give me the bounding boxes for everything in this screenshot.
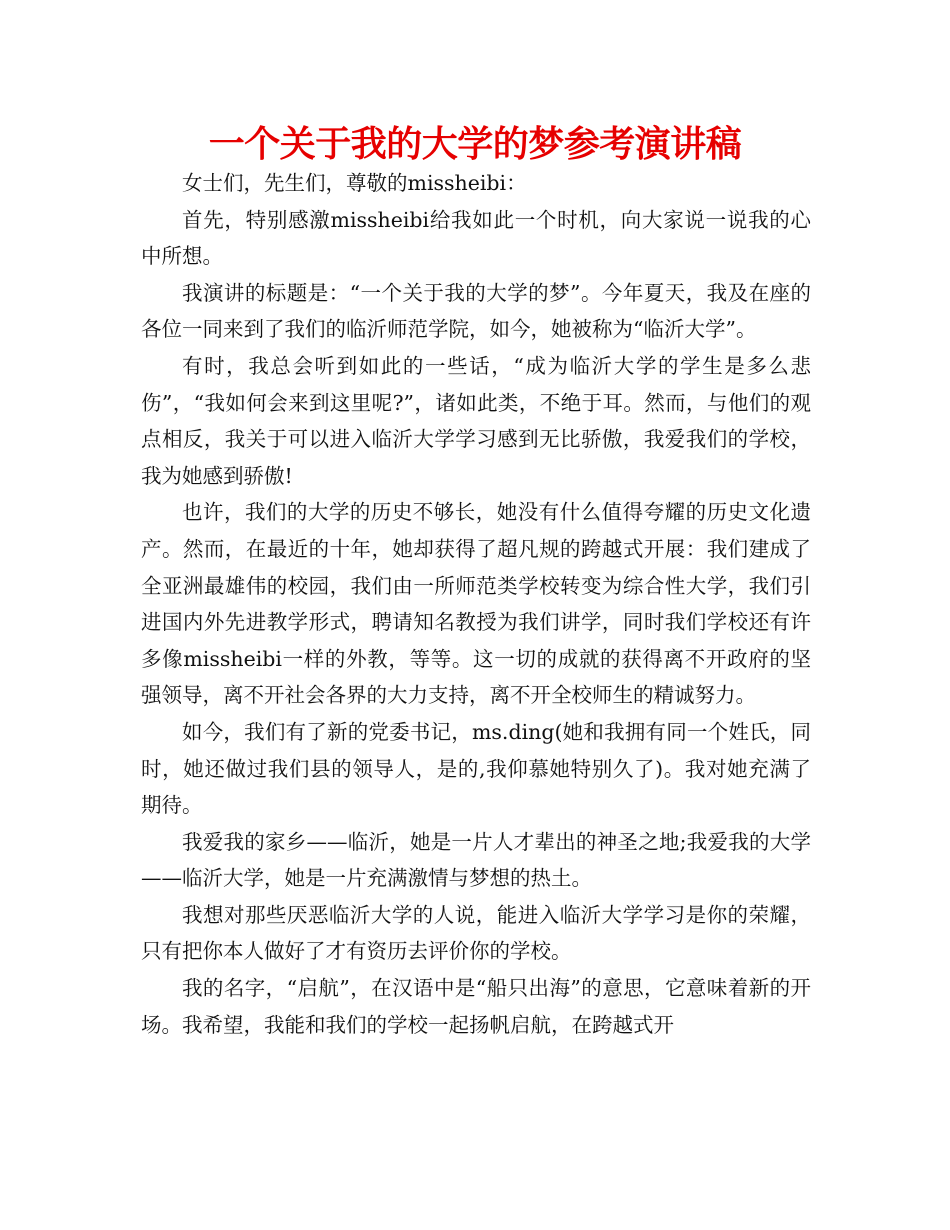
paragraph-4: 也许，我们的大学的历史不够长，她没有什么值得夸耀的历史文化遗产。然而，在最近的十年，她却获得了超凡规的跨越式开展：我们建成了全亚洲最雄伟的校园，我们由一所师范类学校转变为综合性大学，我们引进国内外先进教学形式，聘请知名教授为我们讲学，同时我们学校还有许多像missheibi一样的外教，等等。这一切的成就的获得离不开政府的坚强领导，离不开社会各界的大力支持，离不开全校师生的精诚努力。 <box>141 500 811 708</box>
paragraph-8: 我的名字，“启航”，在汉语中是“船只出海”的意思，它意味着新的开场。我希望，我能和我们的学校一起扬帆启航，在跨越式开 <box>141 976 811 1037</box>
document-body <box>141 165 811 1043</box>
paragraph-1: 首先，特别感激missheibi给我如此一个时机，向大家说一说我的心中所想。 <box>141 207 811 269</box>
paragraph-3: 有时，我总会听到如此的一些话，“成为临沂大学的学生是多么悲伤”，“我如何会来到这里呢?”，诸如此类，不绝于耳。然而，与他们的观点相反，我关于可以进入临沂大学学习感到无比骄傲，我爱我们的学校，我为她感到骄傲! <box>141 353 811 488</box>
paragraph-5: 如今，我们有了新的党委书记，ms.ding(她和我拥有同一个姓氏，同时，她还做过我们县的领导人，是的,我仰慕她特别久了)。我对她充满了期待。 <box>141 719 811 818</box>
paragraph-2: 我演讲的标题是：“一个关于我的大学的梦”。今年夏天，我及在座的各位一同来到了我们的临沂师范学院，如今，她被称为“临沂大学”。 <box>141 280 811 342</box>
paragraph-salutation: 女士们，先生们，尊敬的missheibi： <box>182 171 527 195</box>
paragraph-7: 我想对那些厌恶临沂大学的人说，能进入临沂大学学习是你的荣耀，只有把你本人做好了才有资历去评价你的学校。 <box>141 902 811 964</box>
document-title: 一个关于我的大学的梦参考演讲稿 <box>208 124 742 165</box>
paragraph-6: 我爱我的家乡——临沂，她是一片人才辈出的神圣之地;我爱我的大学——临沂大学，她是一片充满激情与梦想的热土。 <box>141 829 811 891</box>
